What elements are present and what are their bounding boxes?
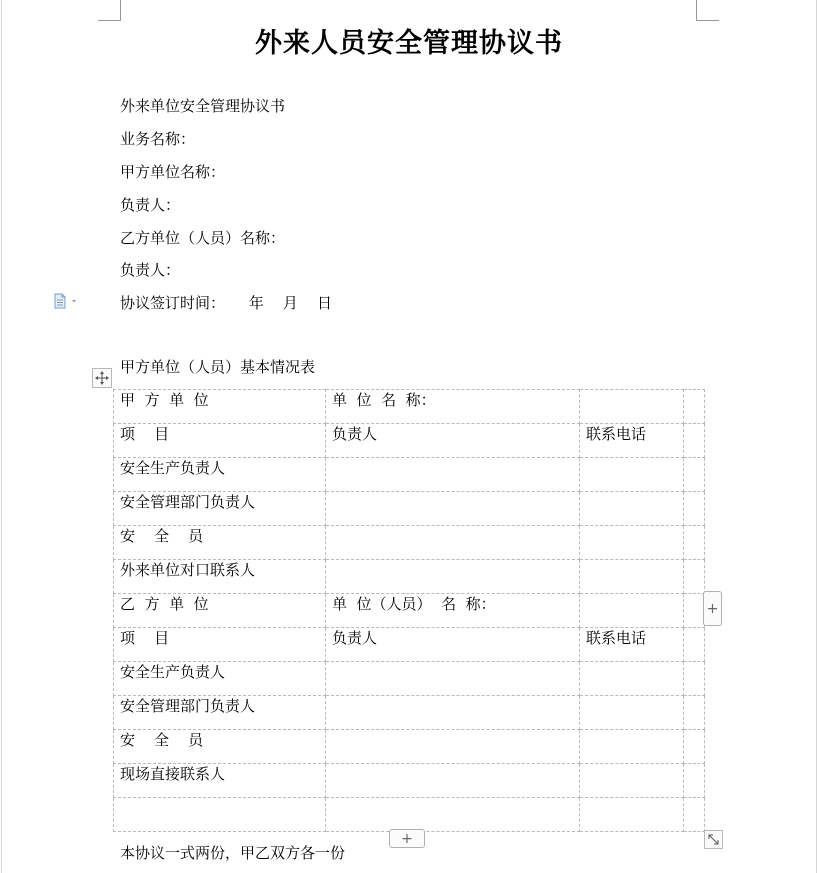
table-cell[interactable] [114, 390, 326, 424]
table-cell[interactable] [580, 764, 684, 798]
table-cell[interactable] [580, 560, 684, 594]
table-cell-text: 负责人 [332, 425, 378, 443]
table-cell[interactable] [580, 696, 684, 730]
plus-icon: + [401, 830, 413, 847]
table-cell[interactable] [114, 730, 326, 764]
table-cell[interactable] [580, 662, 684, 696]
table-cell-text: 安 全 员 [120, 527, 204, 545]
table-cell-text: 现场直接联系人 [120, 765, 226, 783]
table-cell[interactable] [326, 458, 580, 492]
table-row [114, 764, 705, 798]
table-cell[interactable] [326, 696, 580, 730]
paragraph-party-a-leader: 负责人： [120, 196, 181, 214]
table-cell-text: 乙 方 单 位 [120, 595, 209, 613]
table-cell[interactable] [326, 628, 580, 662]
table-row [114, 662, 705, 696]
table-cell[interactable] [326, 764, 580, 798]
table-cell[interactable] [580, 424, 684, 458]
table-row [114, 798, 705, 832]
paragraph-party-b-name: 乙方单位（人员）名称： [120, 229, 286, 247]
table-row [114, 424, 705, 458]
paragraph-business-name: 业务名称： [120, 130, 196, 148]
page-left-edge [1, 0, 2, 873]
table-cell-text: 项 目 [120, 425, 170, 443]
personnel-info-table [113, 389, 705, 832]
table-cell[interactable] [684, 424, 705, 458]
table-cell[interactable] [326, 492, 580, 526]
paragraph-party-a-name: 甲方单位名称： [120, 163, 226, 181]
crop-mark-top-right [696, 0, 719, 21]
table-cell[interactable] [114, 458, 326, 492]
table-row [114, 526, 705, 560]
document-title: 外来人员安全管理协议书 [255, 28, 563, 59]
table-row [114, 628, 705, 662]
footer-text: 本协议一式两份，甲乙双方各一份 [120, 844, 346, 862]
table-cell[interactable] [580, 730, 684, 764]
table-cell[interactable] [580, 594, 684, 628]
table-row [114, 390, 705, 424]
table-cell-text: 联系电话 [586, 629, 647, 647]
table-cell-text: 安全管理部门负责人 [120, 493, 256, 511]
table-cell[interactable] [684, 764, 705, 798]
table-cell[interactable] [684, 458, 705, 492]
table-cell[interactable] [326, 424, 580, 458]
table-cell[interactable] [684, 798, 705, 832]
table-cell-text: 单 位 名 称： [332, 391, 436, 409]
add-column-button[interactable] [703, 591, 722, 626]
table-cell[interactable] [114, 424, 326, 458]
table-cell[interactable] [326, 730, 580, 764]
table-cell-text: 外来单位对口联系人 [120, 561, 256, 579]
table-cell[interactable] [684, 662, 705, 696]
move-icon[interactable] [92, 368, 112, 388]
table-cell-text: 单 位（人员） 名 称： [332, 595, 496, 613]
paragraph-sign-date: 协议签订时间： 年 月 日 [120, 294, 332, 312]
table-row [114, 560, 705, 594]
table-cell[interactable] [326, 662, 580, 696]
table-cell[interactable] [114, 594, 326, 628]
table-cell[interactable] [580, 526, 684, 560]
table-cell[interactable] [580, 458, 684, 492]
table-cell[interactable] [684, 560, 705, 594]
table-row [114, 730, 705, 764]
table-cell[interactable] [326, 560, 580, 594]
table-row [114, 492, 705, 526]
table-cell[interactable] [114, 492, 326, 526]
resize-icon[interactable] [704, 830, 723, 849]
table-cell-text: 安全管理部门负责人 [120, 697, 256, 715]
table-cell-text: 安全生产负责人 [120, 459, 226, 477]
table-cell-text: 项 目 [120, 629, 170, 647]
table-cell[interactable] [684, 594, 705, 628]
table-cell[interactable] [114, 798, 326, 832]
table-cell[interactable] [114, 696, 326, 730]
crop-mark-top-left [98, 0, 121, 21]
table-cell[interactable] [114, 560, 326, 594]
table-cell[interactable] [114, 662, 326, 696]
table-cell[interactable] [684, 730, 705, 764]
table-cell[interactable] [326, 390, 580, 424]
table-cell-text: 甲 方 单 位 [120, 391, 209, 409]
plus-icon: + [706, 600, 719, 617]
table-cell[interactable] [684, 526, 705, 560]
table-cell[interactable] [326, 526, 580, 560]
table-cell[interactable] [580, 628, 684, 662]
table-cell-text: 安全生产负责人 [120, 663, 226, 681]
table-cell[interactable] [580, 492, 684, 526]
table-cell[interactable] [326, 594, 580, 628]
paragraph-party-b-leader: 负责人： [120, 261, 181, 279]
table-caption: 甲方单位（人员）基本情况表 [120, 358, 316, 376]
table-cell[interactable] [580, 390, 684, 424]
table-row [114, 458, 705, 492]
table-cell[interactable] [684, 696, 705, 730]
paragraph-subtitle: 外来单位安全管理协议书 [120, 97, 286, 115]
table-cell[interactable] [684, 628, 705, 662]
table-cell-text: 联系电话 [586, 425, 647, 443]
document-icon[interactable] [53, 293, 79, 309]
table-cell-text: 安 全 员 [120, 731, 204, 749]
table-row [114, 696, 705, 730]
table-cell[interactable] [114, 628, 326, 662]
table-cell[interactable] [684, 390, 705, 424]
table-cell[interactable] [684, 492, 705, 526]
add-row-button[interactable] [389, 829, 425, 848]
table-cell[interactable] [114, 526, 326, 560]
table-cell[interactable] [326, 798, 580, 832]
table-row [114, 594, 705, 628]
table-cell[interactable] [114, 764, 326, 798]
page-right-edge [816, 0, 817, 873]
table-cell-text: 负责人 [332, 629, 378, 647]
table-cell[interactable] [580, 798, 684, 832]
